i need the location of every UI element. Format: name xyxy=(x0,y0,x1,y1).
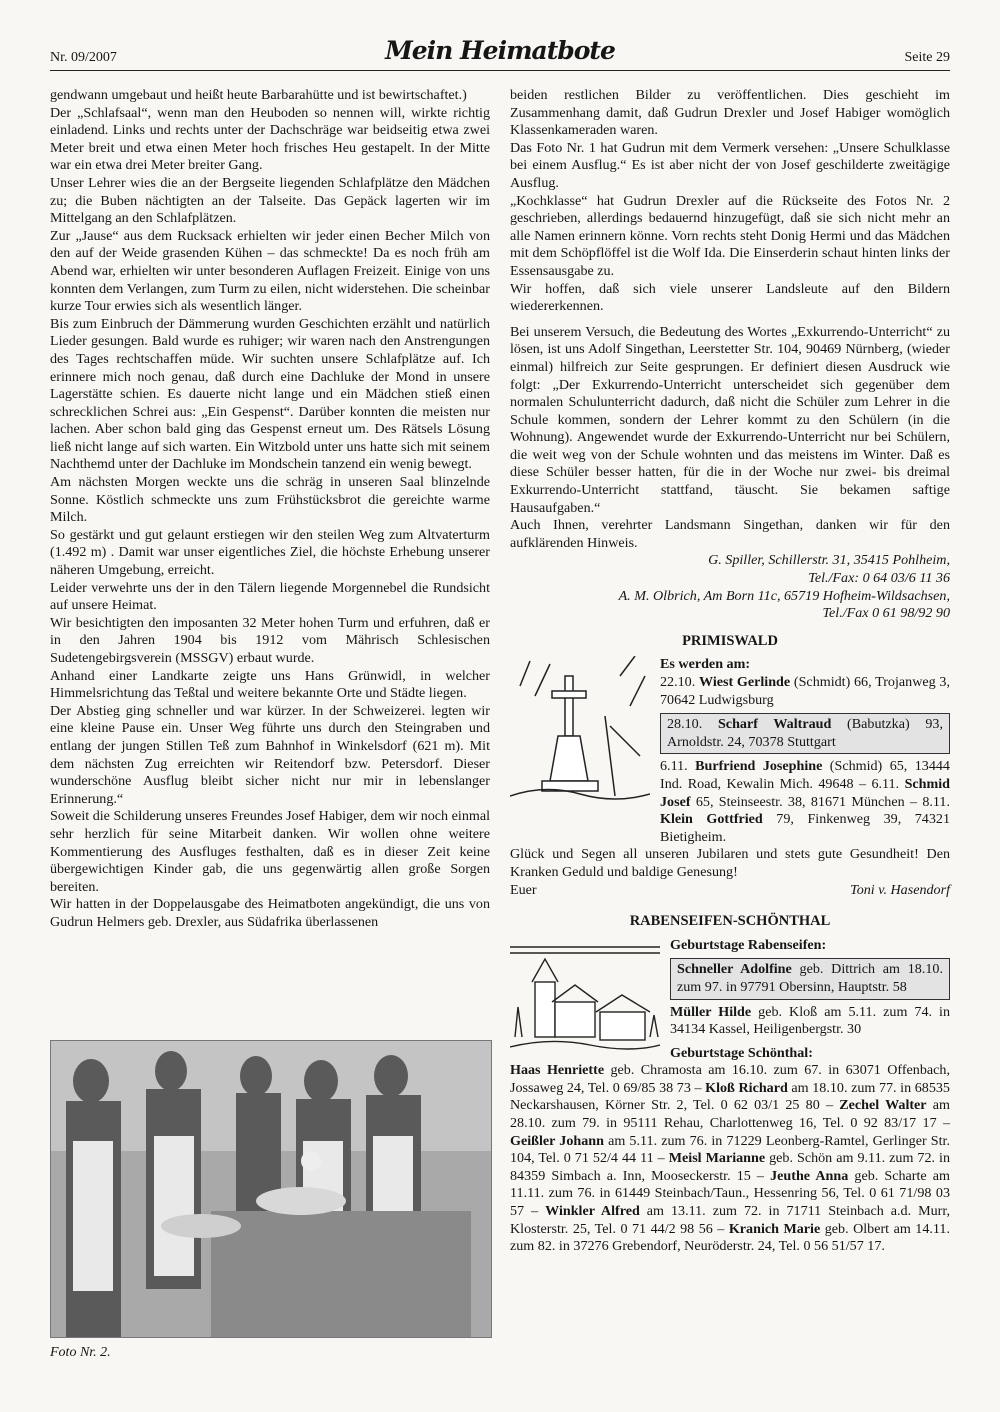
paragraph: Der Abstieg ging schneller und war kürzer. In der Schweizerei. legten wir eine kleine Pause ein. Unser Weg führte uns durch den Steingraben und entlang der jungen Stillen Teß zum Bahnhof in Winkelsdorf (621 m). Mit dem nächsten Zug erreichten wir Reitendorf bzw. Petersdorf. Dieser wunderschöne Ausflug bleibt sicher nicht nur mir in lebenslanger Erinnerung.“ xyxy=(50,702,490,807)
paragraph: Wir hoffen, daß sich viele unserer Landsleute auf den Bildern wiedererkennen. xyxy=(510,280,950,315)
paragraph-thanks: Auch Ihnen, verehrter Landsmann Singethan, danken wir für den aufklärenden Hinweis. xyxy=(510,517,950,551)
paragraph: So gestärkt und gut gelaunt erstiegen wir den steilen Weg zum Altvaterturm (1.492 m) . Damit war unser eigentliches Ziel, die höchste Erhebung unserer näheren Umgebung, erreicht. xyxy=(50,526,490,579)
entry-name: Haas Henriette xyxy=(510,1062,605,1079)
entry-details: 65, Steinseestr. 38, 81671 München – 8.11. xyxy=(690,793,950,810)
page-header xyxy=(50,38,950,72)
entry-details: am 28.10. zum 79. in 95111 Rehau, Charlottenweg 16, Tel. 0 92 83/17 17 – xyxy=(510,1097,950,1132)
highlight-box xyxy=(660,713,950,754)
closing-signature: Toni v. Hasendorf xyxy=(850,881,950,898)
masthead-logo: Mein Heimatbote xyxy=(385,36,615,65)
paragraph: Das Foto Nr. 1 hat Gudrun mit dem Vermerk versehen: „Unsere Schulklasse bei einem Ausflug.“ Es ist aber nicht der von Josef geschilderte zweitägige Ausflug. xyxy=(510,139,950,191)
paragraph: Am nächsten Morgen weckte uns die schräg in unseren Saal blinzelnde Sonne. Köstlich schmeckte uns zum Frühstücksbrot die gereichte warme Milch. xyxy=(50,474,490,526)
entry-date: 28.10. xyxy=(667,716,718,733)
paragraph: Bis zum Einbruch der Dämmerung wurden Geschichten erzählt und natürlich Lieder gesungen. Bald wurde es ruhiger; wir waren nach den Anstrengungen des Tages rechtschaffen müde. Wir suchten unsere Schlafplätze auf. Ich erinnere mich noch genau, daß durch eine Dachluke der Mond in unsere Lagerstätte schien. Es dauerte nicht lange und ein Mädchen stieß einen schrecklichen Schrei aus: „Ein Gespenst“. Darüber konnten die meisten nur lachen. Aber schon bald ging das Gespenst erneut um. Des Rätsels Lösung ließ nicht lange auf sich warten. Ein Witzbold unter uns hatte sich mit seinem Nachthemd unter der Dachluke im Mondschein tanzend ein wenig bewegt. xyxy=(50,315,490,473)
entry-name: Meisl Marianne xyxy=(668,1150,766,1167)
entry-details: am 13.11. zum 72. in 71711 Steinbach a.d. Murr, Klosterstr. 25, Tel. 0 71 44/2 98 56 – xyxy=(510,1203,951,1237)
list-item xyxy=(670,1004,950,1039)
entry-name: Zechel Walter xyxy=(839,1097,927,1114)
header-rule xyxy=(50,70,950,71)
paragraph: Der „Schlafsaal“, wenn man den Heuboden so nennen will, wirkte richtig einladend. Links und rechts unter der Dachschräge war beidseitig etwa zwei Meter breit und etwa einen Meter hoch frisches Heu gestapelt. In der Mitte war ein etwa drei Meter breiter Gang. xyxy=(50,104,490,174)
entry-details: geb. Kloß am 5.11. zum 74. in 34134 Kassel, Heiligenbergstr. 30 xyxy=(670,1003,951,1038)
primiswald-subtitle: Es werden am: xyxy=(660,656,751,673)
entry-details: (Schmid) 65, 13444 Ind. Road, Kewalin Mich. 49648 – 6.11. xyxy=(660,758,950,792)
entry-name: Scharf Waltraud xyxy=(717,716,832,733)
signature-line: Tel./Fax: 0 64 03/6 11 36 xyxy=(808,570,950,587)
paragraph: Soweit die Schilderung unseres Freundes Josef Habiger, dem wir noch einmal sehr herzlich für seine Mitarbeit danken. Wir wollen ohne weitere Kommentierung des Ausfluges festhalten, daß es in dieser Zeit keine übergewichtigen Kinder gab, die uns gegenwärtig allen große Sorgen bereiten. xyxy=(50,808,490,895)
section-title-rabenseifen: RABENSEIFEN-SCHÖNTHAL xyxy=(629,913,831,930)
list-item xyxy=(660,674,950,709)
entry-details: (Schmidt) 66, Trojanweg 3, 70642 Ludwigsburg xyxy=(660,674,950,708)
entry-name: Geißler Johann xyxy=(510,1132,604,1149)
paragraph: Leider verwehrte uns der in den Tälern liegende Morgennebel die Rundsicht auf unsere Heimat. xyxy=(50,579,490,614)
paragraph: „Kochklasse“ hat Gudrun Drexler auf die Rückseite des Fotos Nr. 2 geschrieben, allerdings bedauernd hinzugefügt, daß sie sich nicht mehr an alle Namen erinnern könne. Vorn rechts steht Donig Hermi und das Mädchen mit dem Schöpflöffel ist die Wolf Ida. Die Einserderin schaut hinten links der Essensausgabe zu. xyxy=(510,192,950,279)
paragraph: Wir hatten in der Doppelausgabe des Heimatboten angekündigt, die uns von Gudrun Helmers geb. Drexler, aus Südafrika überlassenen xyxy=(50,896,490,930)
list-item xyxy=(660,758,950,846)
entry-name: Kranich Marie xyxy=(728,1220,821,1237)
entry-date: 22.10. xyxy=(660,674,699,690)
signature-block xyxy=(510,552,950,622)
schoenthal-subtitle: Geburtstage Schönthal: xyxy=(670,1044,813,1061)
entry-date: 6.11. xyxy=(660,758,696,775)
left-column xyxy=(50,87,490,932)
entry-name: Schneller Adolfine xyxy=(677,961,792,978)
entry-name: Jeuthe Anna xyxy=(770,1167,849,1184)
closing-word: Euer xyxy=(510,881,537,898)
entry-details: geb. Scharte am 11.11. zum 76. in 61449 Steinbach/Taun., Hessenring 56, Tel. 0 61 71/98 03 57 – xyxy=(510,1167,951,1220)
entry-details: geb. Schön am 9.11. zum 72. in 84359 Simbach a. Inn, Mooseckerstr. 15 – xyxy=(510,1150,951,1184)
rabenseifen-subtitle: Geburtstage Rabenseifen: xyxy=(670,936,827,953)
entry-details: am 5.11. zum 76. in 71229 Leonberg-Ramtel, Gerlinger Str. 104, Tel. 0 71 52/4 44 11 – xyxy=(510,1132,950,1167)
right-column xyxy=(510,87,950,1256)
cross-monument-icon xyxy=(510,656,650,806)
issue-number: Nr. 09/2007 xyxy=(50,50,117,65)
section-title-primiswald: PRIMISWALD xyxy=(682,632,778,649)
entry-details: geb. Olbert am 14.11. zum 82. in 37276 Grebendorf, Neuröderstr. 24, Tel. 0 56 51/57 17. xyxy=(510,1220,950,1255)
entry-name: Burfriend Josephine xyxy=(695,758,823,775)
entry-details: geb. Dittrich am 18.10. zum 97. in 97791 Obersinn, Hauptstr. 58 xyxy=(677,961,943,995)
paragraph-exkurrendo: Bei unserem Versuch, die Bedeutung des Wortes „Exkurrendo-Unterricht“ zu lösen, ist uns Adolf Singethan, Leerstetter Str. 104, 90469 Nürnberg, (wieder einmal) hilfreich zur Seite gesprungen. Er definiert diesen Ausdruck wie folgt: „Der Exkurrendo-Unterricht unterscheidet sich gegenüber dem normalen Schulunterricht dadurch, daß nicht die Schüler zum Lehrer in die Schule kommen, sondern der Lehrer kommt zu den Schülern (in die Wohnung). Angewendet wurde der Exkurrendo-Unterricht nur bei Schülern, die weit weg von der Schule wohnten und das meistens im Winter. Daß es diese Schüler besser hatten, für die in der Woche nur zwei- bis dreimal Exkurrendo-Unterricht stattfand, täuscht. Sie bekamen saftige Hausaufgaben.“ xyxy=(510,323,950,516)
church-village-icon xyxy=(510,937,660,1057)
rabenseifen-entries xyxy=(510,937,950,1063)
photo-caption: Foto Nr. 2. xyxy=(50,1345,111,1360)
highlight-box xyxy=(670,958,950,999)
paragraph: Zur „Jause“ aus dem Rucksack erhielten wir jeder einen Becher Milch von den auf der Weide grasenden Kühen – das schmeckte! Da es noch früh am Abend war, erhielten wir unter besonderen Auflagen Freizeit. Einige von uns konnten dem Verlangen, zum Turm zu eilen, nicht widerstehen. Die scheinbar kurze Tour erwies sich als wesentlich länger. xyxy=(50,227,490,315)
paragraph: gendwann umgebaut und heißt heute Barbarahütte und ist bewirtschaftet.) xyxy=(50,87,467,103)
closing-line xyxy=(510,882,950,900)
wishes-text: Glück und Segen all unseren Jubilaren und stets gute Gesundheit! Den Kranken Geduld und baldige Genesung! xyxy=(510,846,950,880)
entry-name: Klein Gottfried xyxy=(660,811,763,828)
photo-cooking-class xyxy=(50,1040,492,1338)
page-number: Seite 29 xyxy=(904,50,950,65)
entry-details: (Babutzka) 93, Arnoldstr. 24, 70378 Stuttgart xyxy=(667,716,944,750)
primiswald-entries xyxy=(510,656,950,846)
signature-line: G. Spiller, Schillerstr. 31, 35415 Pohlheim, xyxy=(708,552,950,569)
entry-name: Winkler Alfred xyxy=(545,1203,640,1220)
paragraph: Unser Lehrer wies die an der Bergseite liegenden Schlafplätze den Mädchen zu; die Buben nächtigten an der Talseite. Das Gepäck lagerten wir im Mittelgang an den Schlafplätzen. xyxy=(50,174,490,227)
photo-illustration xyxy=(51,1041,491,1337)
entry-details: geb. Chramosta am 16.10. zum 67. in 63071 Offenbach, Jossaweg 24, Tel. 0 69/85 38 73 – xyxy=(510,1062,950,1096)
signature-line: Tel./Fax 0 61 98/92 90 xyxy=(822,605,950,622)
entry-name: Müller Hilde xyxy=(670,1003,752,1020)
paragraph: Anhand einer Landkarte zeigte uns Hans Grünwidl, in welcher Himmelsrichtung das Teßtal und weitere bekannte Orte und Städte liegen. xyxy=(50,667,490,702)
paragraph: Wir besichtigten den imposanten 32 Meter hohen Turm und erfuhren, daß er in den Jahren 1904 bis 1912 vom Mährisch Schlesischen Sudetengebirgsverein (MSSGV) erbaut wurde. xyxy=(50,614,490,666)
entry-details: am 18.10. zum 77. in 68535 Neckarshausen, Körner Str. 2, Tel. 0 62 03/1 25 80 – xyxy=(510,1079,950,1114)
entry-details: 79, Finkenweg 39, 74321 Bietigheim. xyxy=(660,811,950,845)
entry-name: Schmid Josef xyxy=(660,775,950,810)
schoenthal-list xyxy=(510,1062,950,1256)
entry-name: Wiest Gerlinde xyxy=(698,674,791,690)
entry-name: Kloß Richard xyxy=(705,1079,788,1096)
paragraph: beiden restlichen Bilder zu veröffentlichen. Dies geschieht im Zusammenhang damit, daß Gudrun Drexler und Josef Habiger womöglich Klassenkameraden waren. xyxy=(510,87,950,139)
signature-line: A. M. Olbrich, Am Born 11c, 65719 Hofheim-Wildsachsen, xyxy=(618,587,950,604)
